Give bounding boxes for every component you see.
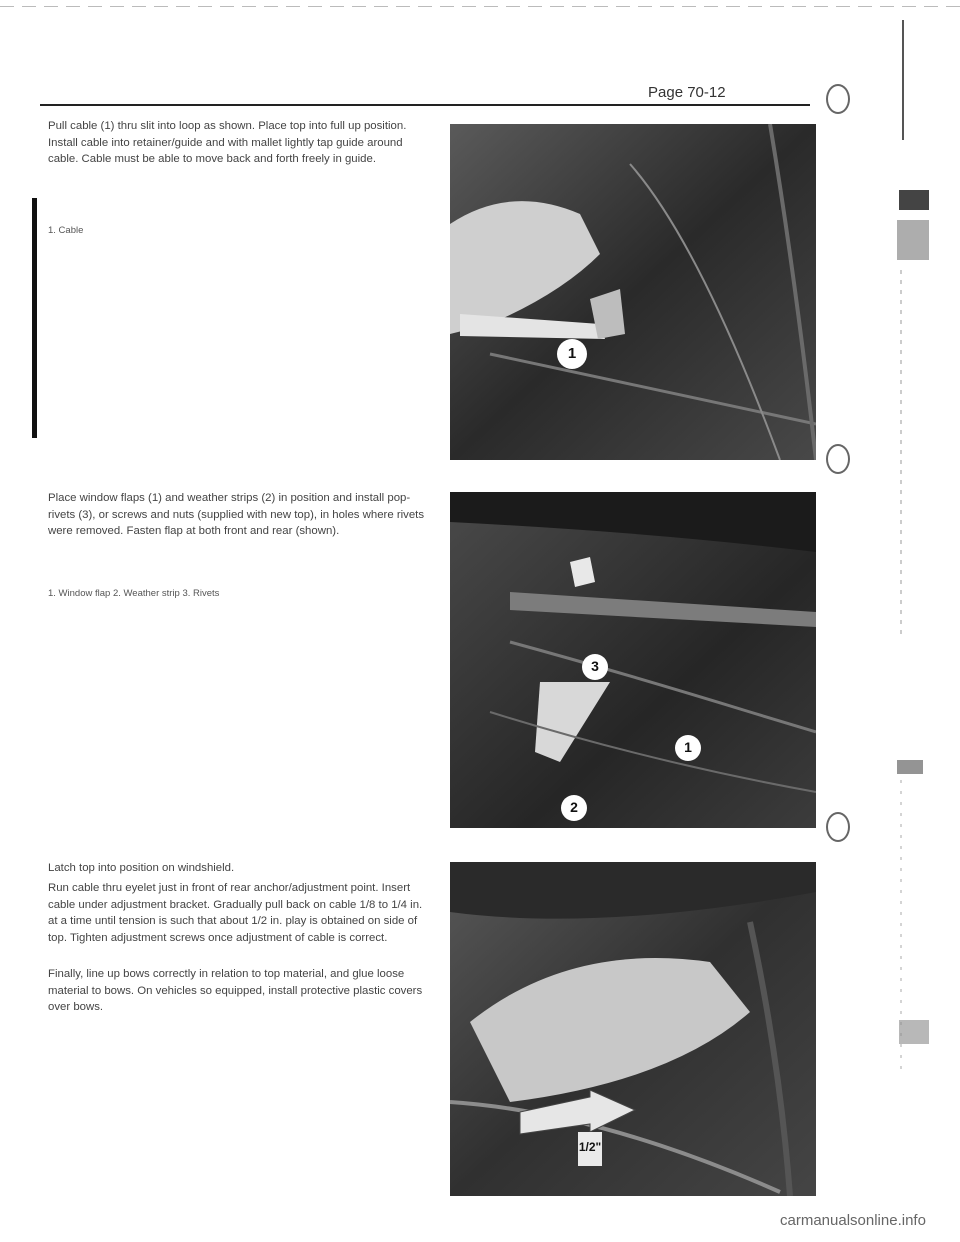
section-1-caption: 1. Cable [48, 225, 84, 236]
section-2-caption: 1. Window flap 2. Weather strip 3. Rivets [48, 588, 220, 599]
photo-cable-install [450, 124, 816, 460]
margin-change-bar [32, 198, 37, 438]
header-rule [40, 104, 810, 106]
binder-hole [826, 812, 850, 842]
scan-margin-artifact [895, 20, 935, 1150]
binder-hole [826, 444, 850, 474]
footer-watermark: carmanualsonline.info [780, 1212, 926, 1229]
photo-callout: 1 [684, 739, 692, 755]
section-1-text: Pull cable (1) thru slit into loop as shown. Place top into full up position. Install cable into retainer/guide and with mallet lightly tap guide around cable. Cable must be able to move back and forth freely in guide. [48, 120, 407, 165]
photo-callout: 1 [567, 345, 577, 362]
binder-hole [826, 84, 850, 114]
section-3-para-2: Run cable thru eyelet just in front of rear anchor/adjustment point. Insert cable under adjustment bracket. Gradually pull back on cable 1/8 to 1/4 in. at a time until tension is such that about 1/2 in. play is obtained on side of top. Tighten adjustment screws once adjustment of cable is correct. [48, 882, 423, 944]
section-3-para-1: Latch top into position on windshield. [48, 862, 235, 874]
photo-cable-tension [450, 862, 816, 1196]
page-number: Page 70-12 [648, 84, 726, 101]
photo-callout: 1/2" [578, 1140, 602, 1154]
section-2-text: Place window flaps (1) and weather strips (2) in position and install pop-rivets (3), or screws and nuts (supplied with new top), in holes where rivets were removed. Fasten flap at both front and rear (shown). [48, 492, 425, 537]
scan-artifact-line [0, 6, 960, 7]
section-3-para-3: Finally, line up bows correctly in relation to top material, and glue loose material to bows. On vehicles so equipped, install protective plastic covers over bows. [48, 968, 423, 1013]
photo-window-flap [450, 492, 816, 828]
photo-callout: 3 [591, 658, 599, 674]
photo-callout: 2 [570, 799, 578, 815]
